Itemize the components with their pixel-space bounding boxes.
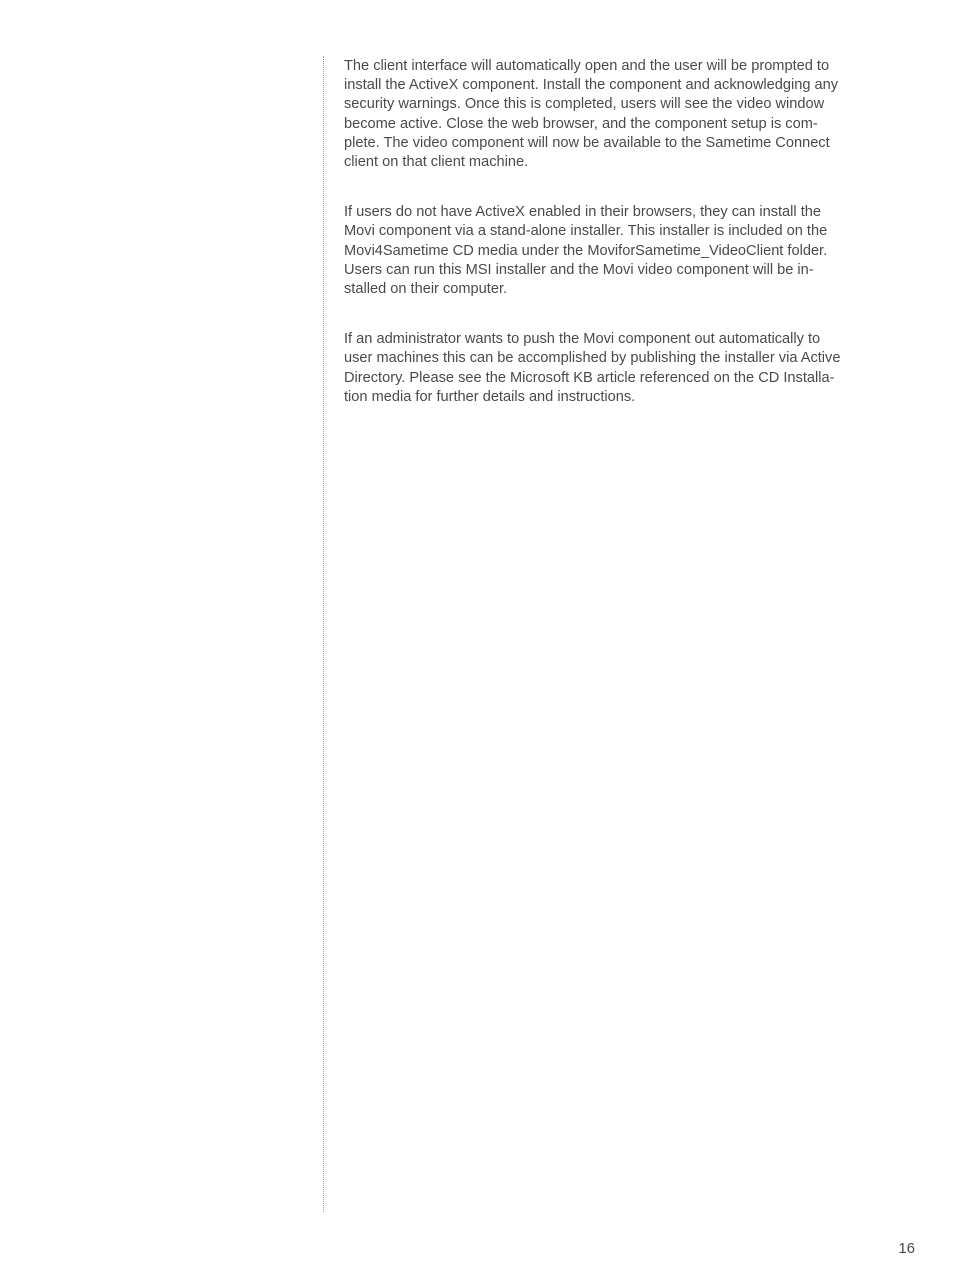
page-number: 16 bbox=[898, 1240, 915, 1257]
paragraph-active-directory: If an administrator wants to push the Movi component out automatically to user machines this can be accomplished by publishing the installer via Active Directory. Please see the Microsoft KB article referenced on the CD Installa- tion media for further details and instructions. bbox=[344, 331, 841, 405]
body-text bbox=[344, 57, 896, 438]
paragraph-standalone-installer: If users do not have ActiveX enabled in their browsers, they can install the Movi component via a stand-alone installer. This installer is included on the Movi4Sametime CD media under the MoviforSametime_VideoClient folder. Users can run this MSI installer and the Movi video component will be in- stalled on their computer. bbox=[344, 204, 828, 298]
paragraph-activex-install: The client interface will automatically open and the user will be prompted to install the ActiveX component. Install the component and acknowledging any security warnings. Once this is completed, users will see the video window become active. Close the web browser, and the component setup is com- plete. The video component will now be available to the Sametime Connect client on that client machine. bbox=[344, 58, 839, 171]
margin-divider bbox=[323, 56, 324, 1212]
